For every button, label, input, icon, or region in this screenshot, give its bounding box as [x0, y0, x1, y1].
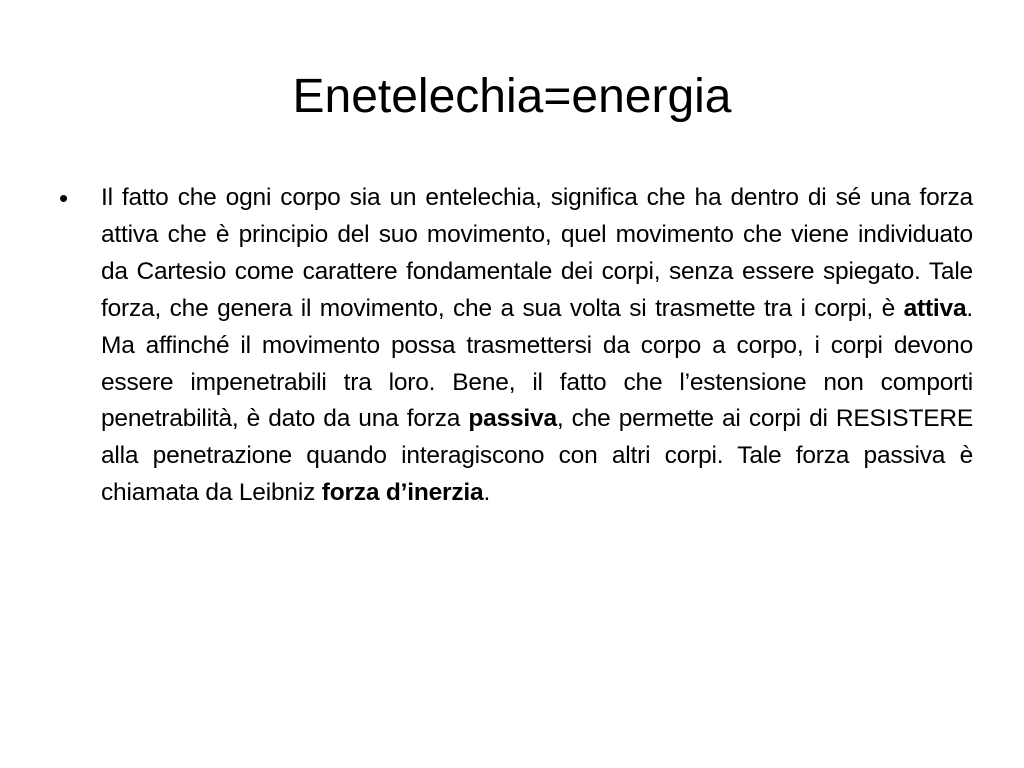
text-segment: , che permette ai corpi di RESISTERE alla penetrazione quando interagiscono con altri corpi. Tale forza passiva è chiamata da Leibniz [101, 405, 973, 507]
text-segment: . [483, 479, 491, 507]
emphasis-attiva: attiva [903, 294, 967, 322]
bullet-item [51, 180, 973, 512]
text-segment: Il fatto che ogni corpo sia un entelechia, significa che ha dentro di sé una forza attiva che è principio del suo movimento, quel movimento che viene individuato da Cartesio come carattere fondamentale dei corpi, senza essere spiegato. Tale forza, che genera il movimento, che a sua volta si trasmette tra i corpi, è [101, 184, 973, 322]
slide-title: Enetelechia=energia [292, 70, 732, 123]
text-segment: . Ma affinché il movimento possa trasmettersi da corpo a corpo, i corpi devono essere impenetrabili tra loro. Bene, il fatto che l’estensione non comporti penetrabilità, è dato da una forza [101, 294, 973, 433]
bullet-list [51, 180, 973, 512]
bullet-paragraph [101, 180, 973, 512]
bullet-dot-icon: • [59, 183, 69, 213]
slide-content [51, 180, 973, 512]
emphasis-passiva: passiva [468, 405, 557, 433]
emphasis-forza-inerzia: forza d’inerzia [321, 479, 484, 507]
